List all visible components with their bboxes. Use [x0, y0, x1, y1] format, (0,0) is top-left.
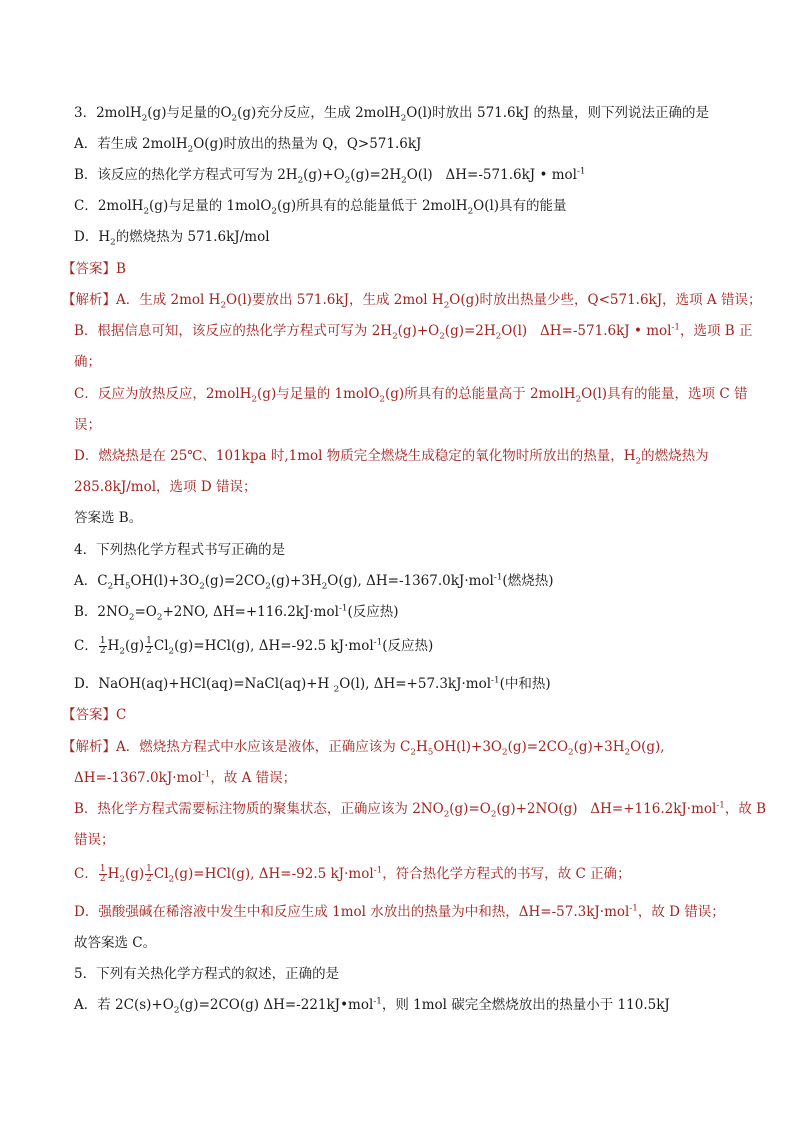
q5-stem: 5．下列有关热化学方程式的叙述，正确的是 [74, 966, 340, 982]
q3-answer: 【答案】B [62, 261, 126, 277]
fraction: $\frac{1}{2}$ [146, 864, 152, 884]
q3-explanation-d-cont: 285.8kJ/mol，选项 D 错误； [74, 479, 257, 495]
q3-option-b: B．该反应的热化学方程式可写为 $2H_2(g)+O_2(g)=2H_2O(l)$ ΔH=-571.6kJ • mol$^{-1}$ [74, 166, 586, 186]
q5-option-a: A．若 $2C(s)+O_2(g)=2CO(g)$ ΔH=-221kJ•mol$^{-1}$，则 1mol 碳完全燃烧放出的热量小于 110.5kJ [74, 996, 670, 1016]
q4-option-b: B．$2NO_2=O_2+2NO$, ΔH=+116.2kJ·mol$^{-1}$(反应热) [74, 603, 399, 623]
q4-explanation-a-cont: ΔH=-1367.0kJ·mol$^{-1}$，故 A 错误； [74, 769, 297, 786]
q3-explanation-d: D．燃烧热是在 25℃、101kpa 时,1mol 物质完全燃烧生成稳定的氧化物时所放出的热量，$H_2$的燃烧热为 [74, 448, 709, 467]
q4-stem: 4．下列热化学方程式书写正确的是 [74, 542, 286, 558]
q4-explanation-a: 【解析】A．燃烧热方程式中水应该是液体，正确应该为 $C_2H_5OH(l)+3O_2(g)=2CO_2(g)+3H_2O(g)$, [62, 739, 665, 758]
q3-option-c: C．2molH$_2$(g)与足量的 1molO$_2$(g)所具有的总能量低于 2molH$_2$O(l)具有的能量 [74, 198, 567, 217]
q3-option-a: A．若生成 2molH$_2$O(g)时放出的热量为 Q，Q>571.6kJ [74, 136, 422, 155]
q3-explanation-c: C．反应为放热反应，2molH$_2$(g)与足量的 1molO$_2$(g)所具有的总能量高于 2molH$_2$O(l)具有的能量，选项 C 错 [74, 386, 748, 405]
q4-explanation-d: D．强酸强碱在稀溶液中发生中和反应生成 1mol 水放出的热量为中和热，ΔH=-57.3kJ·mol$^{-1}$，故 D 错误； [74, 903, 725, 920]
q4-option-c: C． $\frac{1}{2}$ $H_2(g)$ $\frac{1}{2}$ $Cl_2(g)=HCl(g)$, ΔH=-92.5 kJ·mol$^{-1}$(反应热) [74, 636, 434, 657]
fraction: $\frac{1}{2}$ [146, 636, 152, 656]
q3-explanation-b: B．根据信息可知，该反应的热化学方程式可写为 $2H_2(g)+O_2(g)=2H_2O(l)$ ΔH=-571.6kJ • mol$^{-1}$，选项 B 正 [74, 322, 753, 342]
q3-stem: 3．2molH$_2$(g)与足量的$O_2(g)$充分反应，生成 2molH$_2$O(l)时放出 571.6kJ 的热量，则下列说法正确的是 [74, 105, 710, 124]
q3-option-d: D．$H_2$的燃烧热为 571.6kJ/mol [74, 229, 270, 248]
q4-answer: 【答案】C [62, 707, 127, 723]
q3-explanation-b-cont: 确； [74, 354, 101, 370]
q3-explanation-c-cont: 误； [74, 417, 101, 433]
q3-final-answer: 答案选 B。 [74, 510, 143, 526]
q4-explanation-c: C． $\frac{1}{2}$ $H_2(g)$ $\frac{1}{2}$ $Cl_2(g)=HCl(g)$, ΔH=-92.5 kJ·mol$^{-1}$，符合热化学方程式的书写，故 C 正确； [74, 864, 631, 885]
q4-final-answer: 故答案选 C。 [74, 935, 157, 951]
q4-option-d: D．NaOH(aq)+HCl(aq)=NaCl(aq)+H $_2$O(l), ΔH=+57.3kJ·mol$^{-1}$(中和热) [74, 675, 551, 695]
q4-explanation-b-cont: 错误； [74, 832, 115, 848]
fraction: $\frac{1}{2}$ [99, 636, 106, 656]
q4-option-a: A．$C_2H_5OH(l)+3O_2(g)=2CO_2(g)+3H_2O(g)$, ΔH=-1367.0kJ·mol$^{-1}$(燃烧热) [74, 572, 554, 592]
q3-explanation-a: 【解析】A．生成 2mol $H_2O(l)$要放出 571.6kJ，生成 2mol $H_2O(g)$时放出热量少些，Q<571.6kJ，选项 A 错误； [62, 292, 762, 311]
q4-explanation-b: B．热化学方程式需要标注物质的聚集状态，正确应该为 $2NO_2(g)=O_2(g)+2NO(g)$ ΔH=+116.2kJ·mol$^{-1}$，故 B [74, 800, 767, 820]
fraction: $\frac{1}{2}$ [99, 864, 106, 884]
